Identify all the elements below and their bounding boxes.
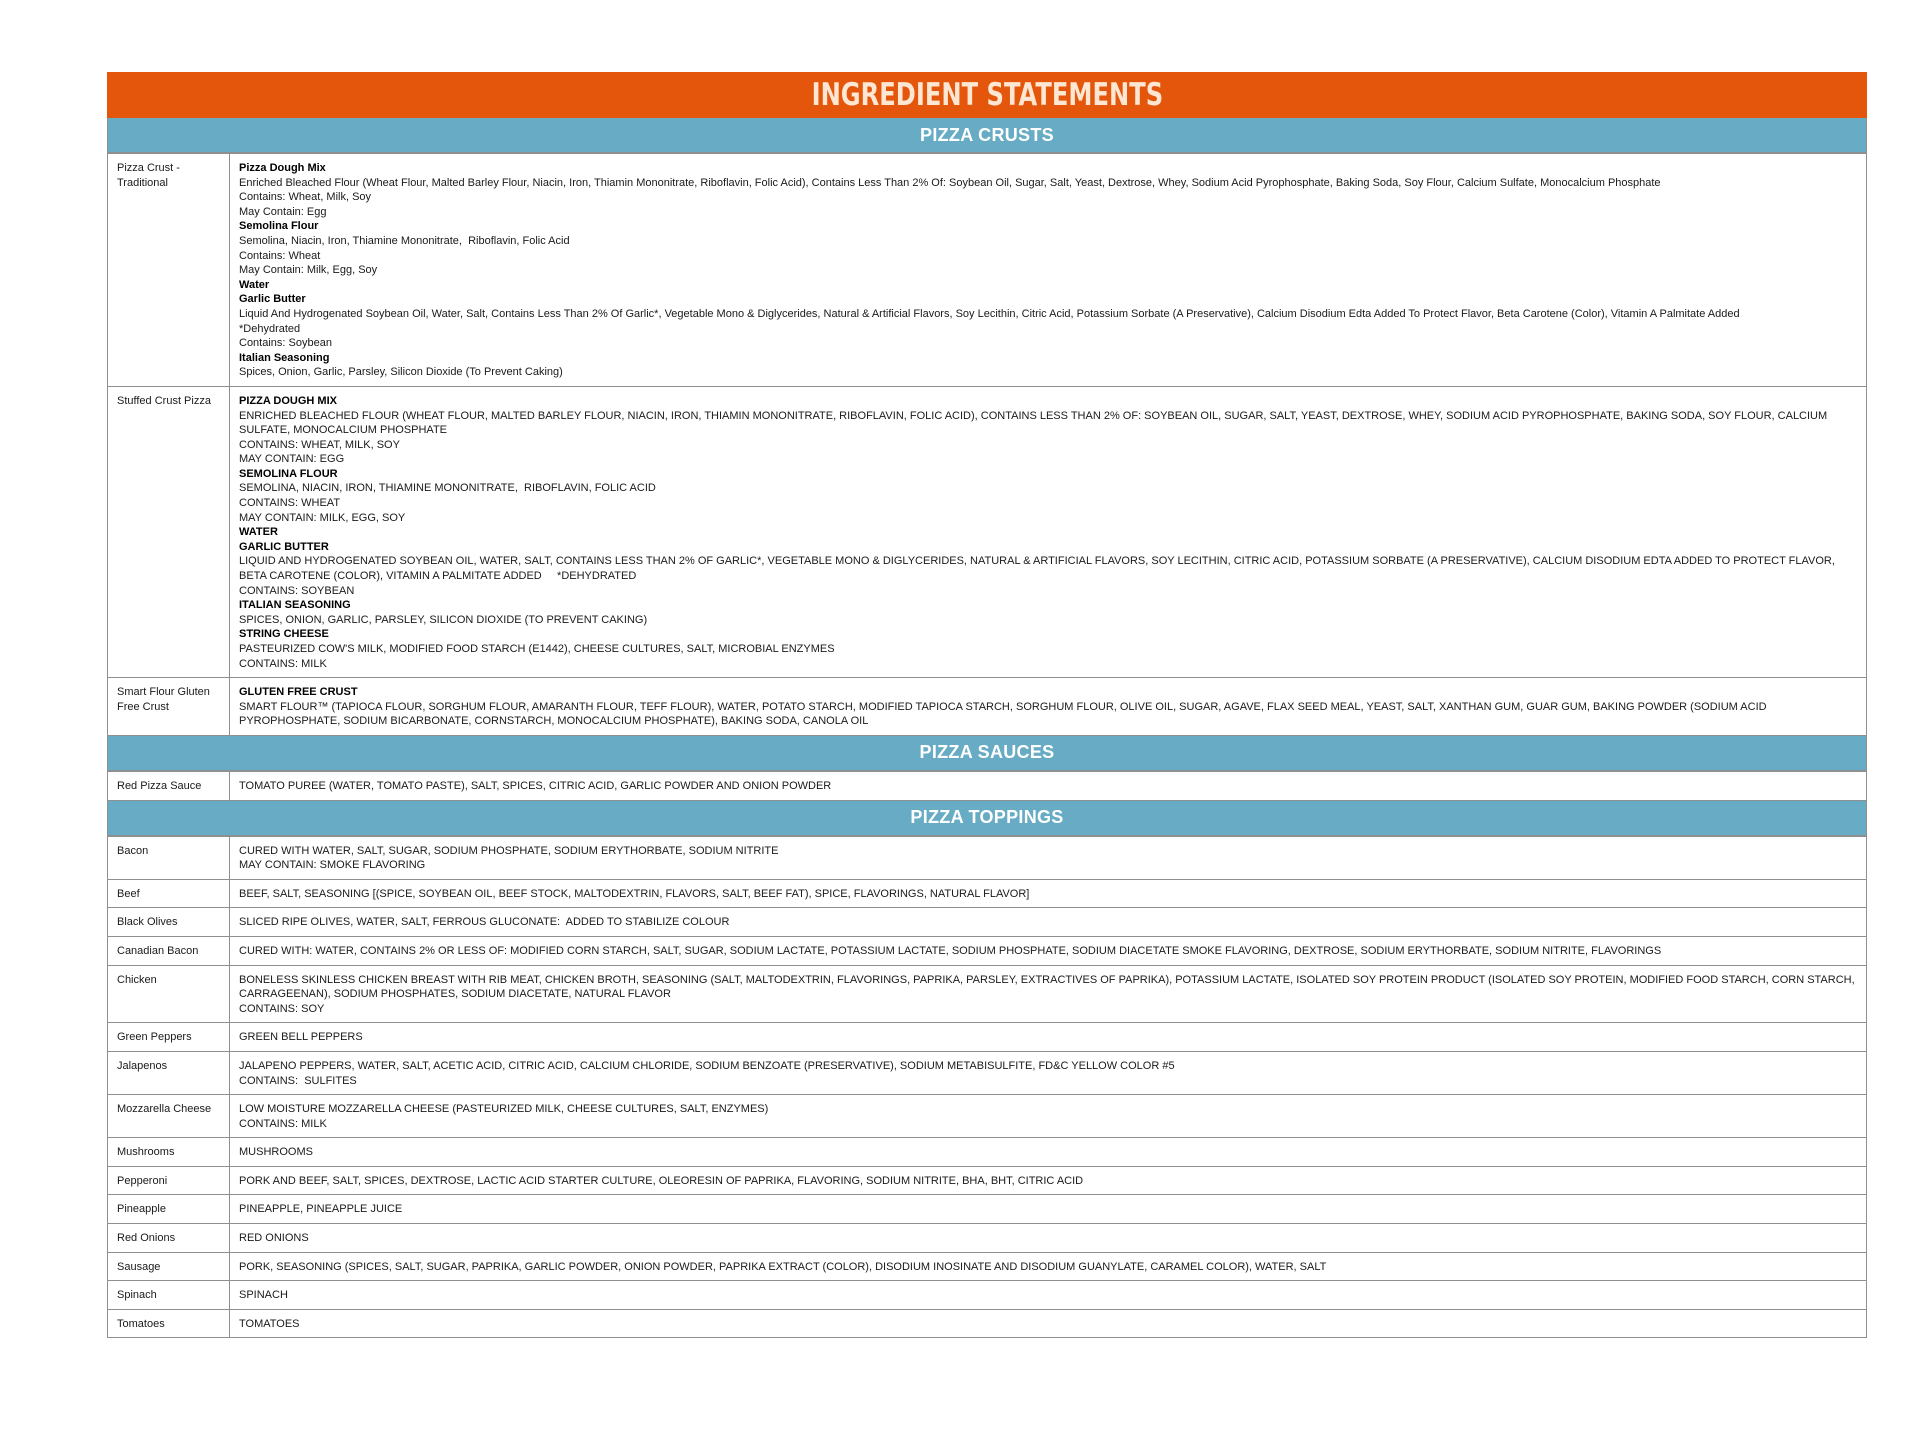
section-heading-pizza-crusts: PIZZA CRUSTS (107, 118, 1867, 153)
ingredient-table-pizza-crusts (107, 153, 1867, 736)
product-name: Mushrooms (108, 1138, 230, 1167)
product-name: Red Pizza Sauce (108, 771, 230, 800)
ingredient-statement (230, 771, 1867, 800)
ingredient-line: Enriched Bleached Flour (Wheat Flour, Malted Barley Flour, Niacin, Iron, Thiamin Mononitrate, Riboflavin, Folic Acid), Contains Less Than 2% Of: Soybean Oil, Sugar, Salt, Yeast, Dextrose, Whey, Sodium Acid Pyrophosphate, Baking Soda, Soy Flour, Calcium Sulfate, Monocalcium Phosphate (239, 176, 1661, 189)
table-row (108, 1224, 1867, 1253)
ingredient-line: MAY CONTAIN: EGG (239, 453, 345, 466)
ingredient-line: CONTAINS: SOY (239, 1002, 325, 1015)
product-name: Beef (108, 879, 230, 908)
product-name: Pepperoni (108, 1166, 230, 1195)
product-name: Bacon (108, 836, 230, 879)
product-name: Smart Flour Gluten Free Crust (108, 678, 230, 736)
ingredient-line: Contains: Wheat, Milk, Soy (239, 191, 372, 204)
ingredient-line: Liquid And Hydrogenated Soybean Oil, Water, Salt, Contains Less Than 2% Of Garlic*, Vegetable Mono & Diglycerides, Natural & Artificial Flavors, Soy Lecithin, Citric Acid, Potassium Sorbate (A Preservative), Calcium Disodium Edta Added To Protect Flavor, Beta Carotene (Color), Vitamin A Palmitate Added (239, 307, 1740, 320)
ingredient-line: RED ONIONS (239, 1232, 309, 1245)
component-heading: GARLIC BUTTER (239, 540, 329, 553)
ingredient-line: CURED WITH WATER, SALT, SUGAR, SODIUM PHOSPHATE, SODIUM ERYTHORBATE, SODIUM NITRITE (239, 844, 779, 857)
ingredient-line: MAY CONTAIN: SMOKE FLAVORING (239, 859, 426, 872)
table-row (108, 154, 1867, 387)
product-name: Red Onions (108, 1224, 230, 1253)
ingredient-line: PORK AND BEEF, SALT, SPICES, DEXTROSE, LACTIC ACID STARTER CULTURE, OLEORESIN OF PAPRIKA, FLAVORING, SODIUM NITRITE, BHA, BHT, CITRIC ACID (239, 1174, 1084, 1187)
table-row (108, 836, 1867, 879)
ingredient-line: LOW MOISTURE MOZZARELLA CHEESE (PASTEURIZED MILK, CHEESE CULTURES, SALT, ENZYMES) (239, 1103, 769, 1116)
product-name: Black Olives (108, 908, 230, 937)
sections-container (107, 118, 1867, 1338)
table-row (108, 1095, 1867, 1138)
table-row (108, 879, 1867, 908)
ingredient-line: BONELESS SKINLESS CHICKEN BREAST WITH RIB MEAT, CHICKEN BROTH, SEASONING (SALT, MALTODEXTRIN, FLAVORINGS, PAPRIKA, PARSLEY, EXTRACTIVES OF PAPRIKA), POTASSIUM LACTATE, ISOLATED SOY PROTEIN PRODUCT (ISOLATED SOY PROTEIN, MODIFIED FOOD STARCH, CORN STARCH, CARRAGEENAN), SODIUM PHOSPHATES, SODIUM DIACETATE, NATURAL FLAVOR (239, 973, 1858, 1001)
ingredient-sheet (107, 72, 1867, 1338)
ingredient-line: SLICED RIPE OLIVES, WATER, SALT, FERROUS GLUCONATE: ADDED TO STABILIZE COLOUR (239, 916, 730, 929)
ingredient-line: CONTAINS: WHEAT (239, 497, 341, 510)
document-title-bar (107, 72, 1867, 118)
ingredient-statement (230, 1138, 1867, 1167)
ingredient-line: CONTAINS: MILK (239, 657, 327, 670)
ingredient-line: Semolina, Niacin, Iron, Thiamine Mononitrate, Riboflavin, Folic Acid (239, 234, 570, 247)
product-name: Canadian Bacon (108, 936, 230, 965)
ingredient-line: *Dehydrated (239, 322, 301, 335)
ingredient-statement (230, 154, 1867, 387)
ingredient-line: SPICES, ONION, GARLIC, PARSLEY, SILICON DIOXIDE (TO PREVENT CAKING) (239, 613, 648, 626)
component-heading: ITALIAN SEASONING (239, 599, 351, 612)
table-row (108, 1195, 1867, 1224)
ingredient-table-pizza-toppings (107, 836, 1867, 1339)
product-name: Chicken (108, 965, 230, 1023)
product-name: Jalapenos (108, 1051, 230, 1094)
component-heading: GLUTEN FREE CRUST (239, 686, 358, 699)
component-heading: Water (239, 278, 270, 291)
product-name: Sausage (108, 1252, 230, 1281)
product-name: Mozzarella Cheese (108, 1095, 230, 1138)
ingredient-line: Contains: Soybean (239, 337, 332, 350)
product-name: Stuffed Crust Pizza (108, 386, 230, 677)
ingredient-statement (230, 836, 1867, 879)
product-name: Pizza Crust - Traditional (108, 154, 230, 387)
ingredient-line: May Contain: Egg (239, 205, 327, 218)
product-name: Green Peppers (108, 1023, 230, 1052)
ingredient-statement (230, 1309, 1867, 1338)
ingredient-line: JALAPENO PEPPERS, WATER, SALT, ACETIC ACID, CITRIC ACID, CALCIUM CHLORIDE, SODIUM BENZOATE (PRESERVATIVE), SODIUM METABISULFITE, FD&C YELLOW COLOR #5 (239, 1059, 1175, 1072)
table-row (108, 1309, 1867, 1338)
ingredient-statement (230, 1051, 1867, 1094)
ingredient-line: MUSHROOMS (239, 1146, 313, 1159)
ingredient-statement (230, 879, 1867, 908)
component-heading: Garlic Butter (239, 293, 306, 306)
product-name: Tomatoes (108, 1309, 230, 1338)
ingredient-line: CURED WITH: WATER, CONTAINS 2% OR LESS OF: MODIFIED CORN STARCH, SALT, SUGAR, SODIUM LACTATE, POTASSIUM LACTATE, SODIUM PHOSPHATE, SODIUM DIACETATE SMOKE FLAVORING, DEXTROSE, SODIUM ERYTHORBATE, SODIUM NITRITE, FLAVORINGS (239, 944, 1662, 957)
ingredient-statement (230, 965, 1867, 1023)
ingredient-statement (230, 1166, 1867, 1195)
ingredient-line: Spices, Onion, Garlic, Parsley, Silicon Dioxide (To Prevent Caking) (239, 366, 563, 379)
product-name: Spinach (108, 1281, 230, 1310)
component-heading: Pizza Dough Mix (239, 162, 326, 174)
ingredient-line: Contains: Wheat (239, 249, 321, 262)
component-heading: SEMOLINA FLOUR (239, 467, 338, 480)
table-row (108, 965, 1867, 1023)
ingredient-statement (230, 908, 1867, 937)
table-row (108, 1281, 1867, 1310)
section-heading-pizza-toppings: PIZZA TOPPINGS (107, 801, 1867, 836)
ingredient-line: PASTEURIZED COW'S MILK, MODIFIED FOOD STARCH (E1442), CHEESE CULTURES, SALT, MICROBIAL ENZYMES (239, 643, 835, 655)
ingredient-line: GREEN BELL PEPPERS (239, 1031, 363, 1044)
product-name: Pineapple (108, 1195, 230, 1224)
table-row (108, 1023, 1867, 1052)
ingredient-table-pizza-sauces (107, 771, 1867, 801)
ingredient-line: PORK, SEASONING (SPICES, SALT, SUGAR, PAPRIKA, GARLIC POWDER, ONION POWDER, PAPRIKA EXTRACT (COLOR), DISODIUM INOSINATE AND DISODIUM GUANYLATE, CARAMEL COLOR), WATER, SALT (239, 1260, 1327, 1273)
ingredient-line: LIQUID AND HYDROGENATED SOYBEAN OIL, WATER, SALT, CONTAINS LESS THAN 2% OF GARLIC*, VEGETABLE MONO & DIGLYCERIDES, NATURAL & ARTIFICIAL FLAVORS, SOY LECITHIN, CITRIC ACID, POTASSIUM SORBATE (A PRESERVATIVE), CALCIUM DISODIUM EDTA ADDED TO PROTECT FLAVOR, BETA CAROTENE (COLOR), VITAMIN A PALMITATE ADDED *DEHYDRATED (239, 555, 1838, 583)
ingredient-line: BEEF, SALT, SEASONING [(SPICE, SOYBEAN OIL, BEEF STOCK, MALTODEXTRIN, FLAVORS, SALT, BEEF FAT), SPICE, FLAVORINGS, NATURAL FLAVOR] (239, 887, 1030, 900)
ingredient-statement (230, 386, 1867, 677)
ingredient-statement (230, 1023, 1867, 1052)
ingredient-line: SEMOLINA, NIACIN, IRON, THIAMINE MONONITRATE, RIBOFLAVIN, FOLIC ACID (239, 482, 656, 495)
table-row (108, 1252, 1867, 1281)
ingredient-line: CONTAINS: SOYBEAN (239, 584, 355, 597)
ingredient-line: MAY CONTAIN: MILK, EGG, SOY (239, 511, 406, 524)
table-row (108, 908, 1867, 937)
component-heading: PIZZA DOUGH MIX (239, 394, 337, 407)
section-heading-pizza-sauces: PIZZA SAUCES (107, 736, 1867, 771)
ingredient-statement (230, 1224, 1867, 1253)
ingredient-statement (230, 678, 1867, 736)
document-title: INGREDIENT STATEMENTS (811, 77, 1163, 113)
ingredient-line: CONTAINS: SULFITES (239, 1074, 357, 1087)
ingredient-line: CONTAINS: MILK (239, 1117, 327, 1130)
component-heading: Semolina Flour (239, 220, 319, 233)
ingredient-line: PINEAPPLE, PINEAPPLE JUICE (239, 1203, 403, 1216)
ingredient-line: ENRICHED BLEACHED FLOUR (WHEAT FLOUR, MALTED BARLEY FLOUR, NIACIN, IRON, THIAMIN MONONITRATE, RIBOFLAVIN, FOLIC ACID), CONTAINS LESS THAN 2% OF: SOYBEAN OIL, SUGAR, SALT, YEAST, DEXTROSE, WHEY, SODIUM ACID PYROPHOSPHATE, BAKING SODA, SOY FLOUR, CALCIUM SULFATE, MONOCALCIUM PHOSPHATE (239, 409, 1831, 437)
ingredient-line: CONTAINS: WHEAT, MILK, SOY (239, 438, 400, 451)
component-heading: Italian Seasoning (239, 351, 330, 364)
ingredient-line: SMART FLOUR™ (TAPIOCA FLOUR, SORGHUM FLOUR, AMARANTH FLOUR, TEFF FLOUR), WATER, POTATO STARCH, MODIFIED TAPIOCA STARCH, SORGHUM FLOUR, OLIVE OIL, SUGAR, AGAVE, FLAX SEED MEAL, YEAST, SALT, XANTHAN GUM, GUAR GUM, BAKING POWDER (SODIUM ACID PYROPHOSPHATE, SODIUM BICARBONATE, CORNSTARCH, MONOCALCIUM PHOSPHATE), BAKING SODA, CANOLA OIL (239, 700, 1770, 728)
table-row (108, 678, 1867, 736)
table-row (108, 1166, 1867, 1195)
table-row (108, 936, 1867, 965)
ingredient-statement (230, 1252, 1867, 1281)
ingredient-line: May Contain: Milk, Egg, Soy (239, 264, 378, 277)
table-row (108, 1051, 1867, 1094)
table-row (108, 771, 1867, 800)
table-row (108, 386, 1867, 677)
ingredient-statement (230, 1095, 1867, 1138)
ingredient-statement (230, 1281, 1867, 1310)
ingredient-line: TOMATO PUREE (WATER, TOMATO PASTE), SALT, SPICES, CITRIC ACID, GARLIC POWDER AND ONION POWDER (239, 779, 832, 792)
ingredient-line: TOMATOES (239, 1317, 300, 1330)
ingredient-statement (230, 1195, 1867, 1224)
ingredient-line: SPINACH (239, 1289, 288, 1302)
table-row (108, 1138, 1867, 1167)
component-heading: WATER (239, 526, 278, 539)
component-heading: STRING CHEESE (239, 628, 329, 641)
ingredient-statement (230, 936, 1867, 965)
